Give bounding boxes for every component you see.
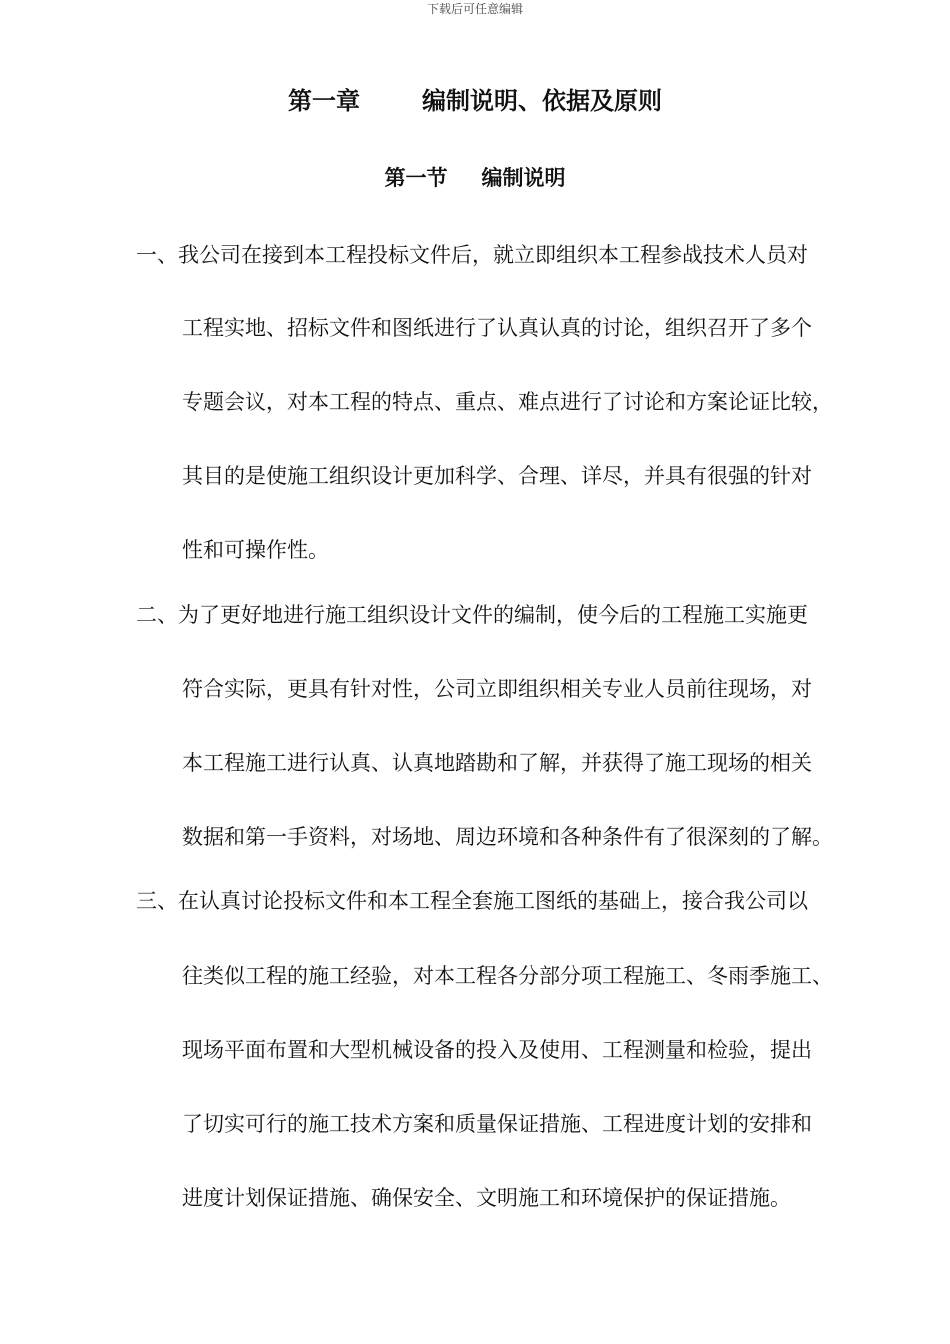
paragraph-3-line-1: 三、在认真讨论投标文件和本工程全套施工图纸的基础上，接合我公司以 xyxy=(136,889,808,913)
paragraph-2-line-3: 本工程施工进行认真、认真地踏勘和了解，并获得了施工现场的相关 xyxy=(182,751,812,775)
chapter-heading: 编制说明、依据及原则 xyxy=(422,87,662,115)
paragraph-3-line-2: 往类似工程的施工经验，对本工程各分部分项工程施工、冬雨季施工、 xyxy=(182,964,833,988)
paragraph-1-line-1: 一、我公司在接到本工程投标文件后，就立即组织本工程参战技术人员对 xyxy=(136,243,808,267)
paragraph-3-line-3: 现场平面布置和大型机械设备的投入及使用、工程测量和检验，提出 xyxy=(182,1038,812,1062)
paragraph-1-line-2: 工程实地、招标文件和图纸进行了认真认真的讨论，组织召开了多个 xyxy=(182,316,812,340)
paragraph-2-line-1: 二、为了更好地进行施工组织设计文件的编制，使今后的工程施工实施更 xyxy=(136,603,808,627)
section-number: 第一节 xyxy=(384,166,448,190)
chapter-number: 第一章 xyxy=(288,87,360,115)
chapter-title xyxy=(0,84,950,118)
paragraph-2-line-4: 数据和第一手资料，对场地、周边环境和各种条件有了很深刻的了解。 xyxy=(182,825,833,849)
paragraph-3-line-5: 进度计划保证措施、确保安全、文明施工和环境保护的保证措施。 xyxy=(182,1186,791,1210)
section-heading: 编制说明 xyxy=(481,166,566,190)
paragraph-3-line-4: 了切实可行的施工技术方案和质量保证措施、工程进度计划的安排和 xyxy=(182,1112,812,1136)
paragraph-1-line-5: 性和可操作性。 xyxy=(182,538,329,562)
paragraph-1-line-3: 专题会议，对本工程的特点、重点、难点进行了讨论和方案论证比较， xyxy=(182,390,833,414)
page-header-note: 下载后可任意编辑 xyxy=(426,2,523,16)
section-title xyxy=(0,163,950,193)
paragraph-1-line-4: 其目的是使施工组织设计更加科学、合理、详尽，并具有很强的针对 xyxy=(182,464,812,488)
paragraph-2-line-2: 符合实际，更具有针对性，公司立即组织相关专业人员前往现场，对 xyxy=(182,677,812,701)
